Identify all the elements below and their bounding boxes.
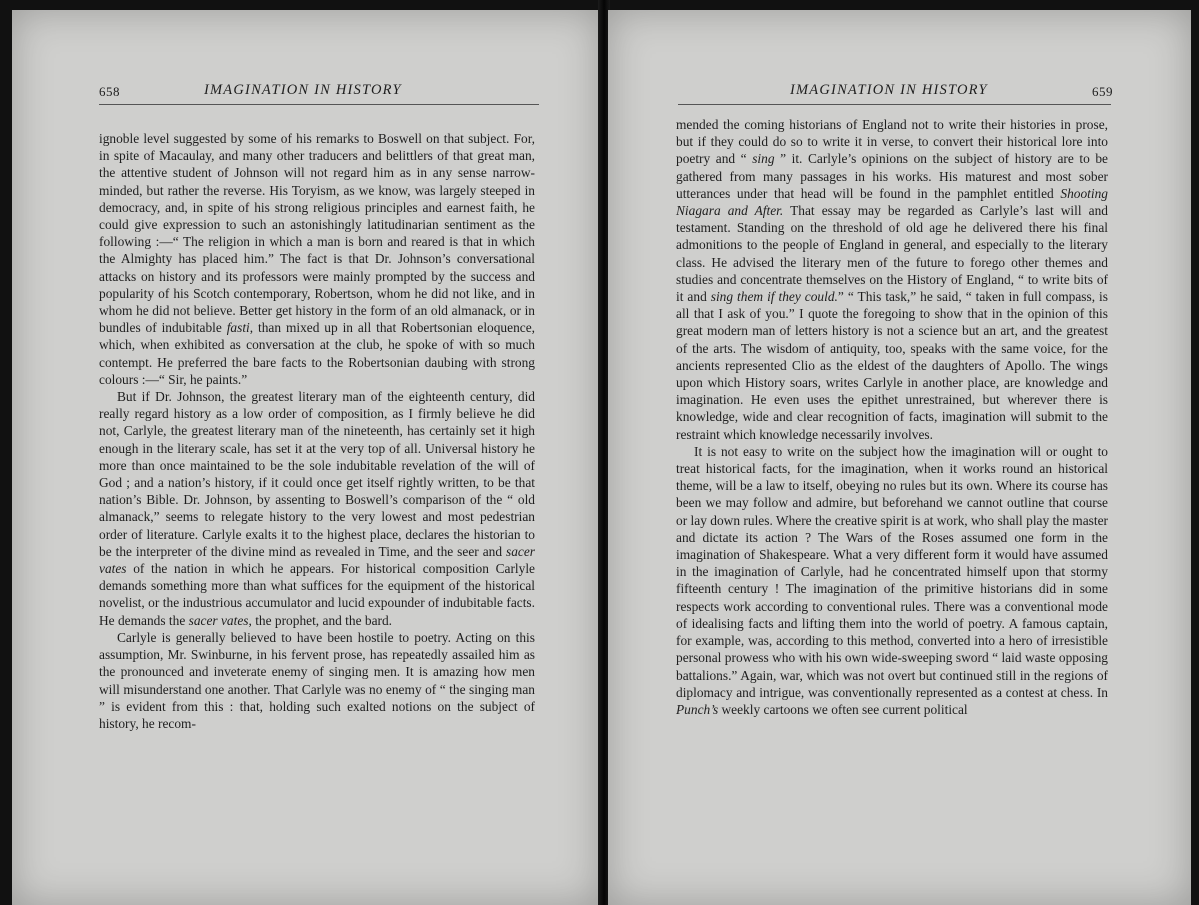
paragraph: [99, 130, 535, 388]
text-run: , the prophet, and the bard.: [248, 612, 393, 628]
text-run: It is not easy to write on the subject how the imagination will or ought to treat historical facts, for the imagination, when it works round an historical theme, will be a law to itself, obeying no rules but its own. Where its course has been we may follow and admire, but beforehand we cannot outline that course or lay down rules. Where the creative spirit is at work, who shall play the master and dictate its action ? The Wars of the Roses assumed one form in the imagination of Shakespeare. What a very different form it would have assumed in the imagination of Carlyle, had he concentrated himself upon that stormy fifteenth century ! The imagination of the primitive historians did in some respects work according to conventional rules. There was a conventional mode of idealising facts and lifting them into the world of poetry. A famous captain, for example, was, according to this method, converted into a hero of irresistible personal prowess who with his own wide-sweeping sword “ laid waste opposing battalions.” Again, war, which was not overt but continued still in the regions of diplomacy and intrigue, was conventionally represented as a contest at chess. In: [676, 443, 1108, 700]
left-page-header: [99, 78, 526, 100]
italic-text: sing them if they could.: [710, 289, 838, 305]
text-run: ” it. Carlyle’s opinions on the subject of history are to be gathered from many passages in his works. His maturest and most sober utterances under that head will be found in the pamphlet entitled: [676, 151, 1109, 201]
left-running-title: IMAGINATION IN HISTORY: [204, 82, 402, 98]
text-run: Carlyle is generally believed to have been hostile to poetry. Acting on this assumption, Mr. Swinburne, in his fervent prose, has repeatedly assailed him as the pronounced and inveterate enemy of singing men. It is amazing how men will misunderstand one another. That Carlyle was no enemy of “ the singing man ” is evident from this : that, holding such exalted notions on the subject of history, he recom-: [99, 629, 535, 731]
text-run: mended the coming historians of England not to write their histories in prose, but if they could do so to write it in verse, to convert their historical lore into poetry and “: [676, 117, 1108, 167]
text-run: weekly cartoons we often see current political: [718, 701, 968, 717]
left-page: [12, 10, 600, 905]
text-run: , than mixed up in all that Robertsonian eloquence, which, when exhibited as conversation at the club, he spoke of with so much contempt. He preferred the bare facts to the Robertsonian daubing with strong colours :—“ Sir, he paints.”: [99, 320, 535, 387]
paragraph: [99, 388, 535, 629]
text-run: That essay may be regarded as Carlyle’s last will and testament. Standing on the threshold of old age he delivered there his final admonitions to the people of England in general, and especially to the literary class. He advised the literary men of the future to forego other themes and studies and concentrate themselves on the History of England, “ to write bits of it and: [676, 203, 1108, 305]
left-page-number: 658: [99, 84, 120, 99]
right-running-title: IMAGINATION IN HISTORY: [790, 82, 988, 98]
left-header-rule: [99, 104, 539, 105]
left-page-body: [99, 130, 535, 732]
text-run: But if Dr. Johnson, the greatest literary man of the eighteenth century, did really regard history as a low order of composition, as I firmly believe he did not, Carlyle, the greatest literary man of the nineteenth, has certainly set it high enough in the literary scale, has set it at the very top of all. Universal history he more than once maintained to be the sole indubitable revelation of the will of God ; and a nation’s history, if it could once get itself rightly written, to be that nation’s Bible. Dr. Johnson, by assenting to Boswell’s comparison of the “ old almanack,” seems to relegate history to the very lowest and most pedestrian order of literature. Carlyle exalts it to the highest place, declares the historian to be the interpreter of the divine mind as revealed in Time, and the seer and: [99, 389, 535, 559]
right-page-body: [676, 116, 1108, 718]
paragraph: [676, 116, 1108, 443]
right-page-number: 659: [1092, 84, 1113, 99]
paragraph: [99, 629, 535, 732]
paragraph: [676, 443, 1108, 718]
text-run: of the nation in which he appears. For historical composition Carlyle demands something more than what suffices for the equipment of the historical novelist, or the industrious accumulator and lucid expounder of indubitable facts. He demands the: [99, 561, 535, 628]
right-page: [608, 10, 1191, 905]
italic-text: Punch’s: [676, 701, 719, 717]
italic-text: sing: [752, 151, 775, 167]
italic-text: sacer vates: [99, 543, 535, 577]
right-header-rule: [678, 104, 1111, 105]
text-run: ” “ This task,” he said, “ taken in full compass, is all that I ask of you.” I quote the foregoing to show that in the opinion of this great modern man of letters history is not a science but an art, and the greatest of the arts. The wisdom of antiquity, too, speaks with the same voice, for the ancients represented Clio as the eldest of the daughters of Apollo. The wings upon which History soars, writes Carlyle in another place, are knowledge and imagination. He even uses the epithet unrestrained, but wherever there is knowledge, wide and clear recognition of facts, imagination will submit to the restraint which knowledge necessarily involves.: [676, 289, 1108, 442]
italic-text: sacer vates: [188, 612, 249, 628]
italic-text: Shooting Niagara and After.: [676, 185, 1108, 219]
italic-text: fasti: [226, 320, 250, 336]
text-run: ignoble level suggested by some of his remarks to Boswell on that subject. For, in spite of Macaulay, and many other traducers and belittlers of that great man, the attentive student of Johnson will not regard him as in any sense narrow-minded, but rather the reverse. His Toryism, as we know, was largely steeped in democracy, and, in spite of his strong religious principles and earnest faith, he could give expression to such an astonishingly latitudinarian sentiment as the following :—“ The religion in which a man is born and reared is that in which the Almighty has placed him.” The fact is that Dr. Johnson’s conversational attacks on history and its professors were mainly prompted by the success and popularity of his Scotch contemporary, Robertson, whom he did not like, and in whom he did not believe. Better get history in the form of an old almanack, or in bundles of indubitable: [99, 131, 535, 336]
right-page-header: [680, 78, 1113, 100]
